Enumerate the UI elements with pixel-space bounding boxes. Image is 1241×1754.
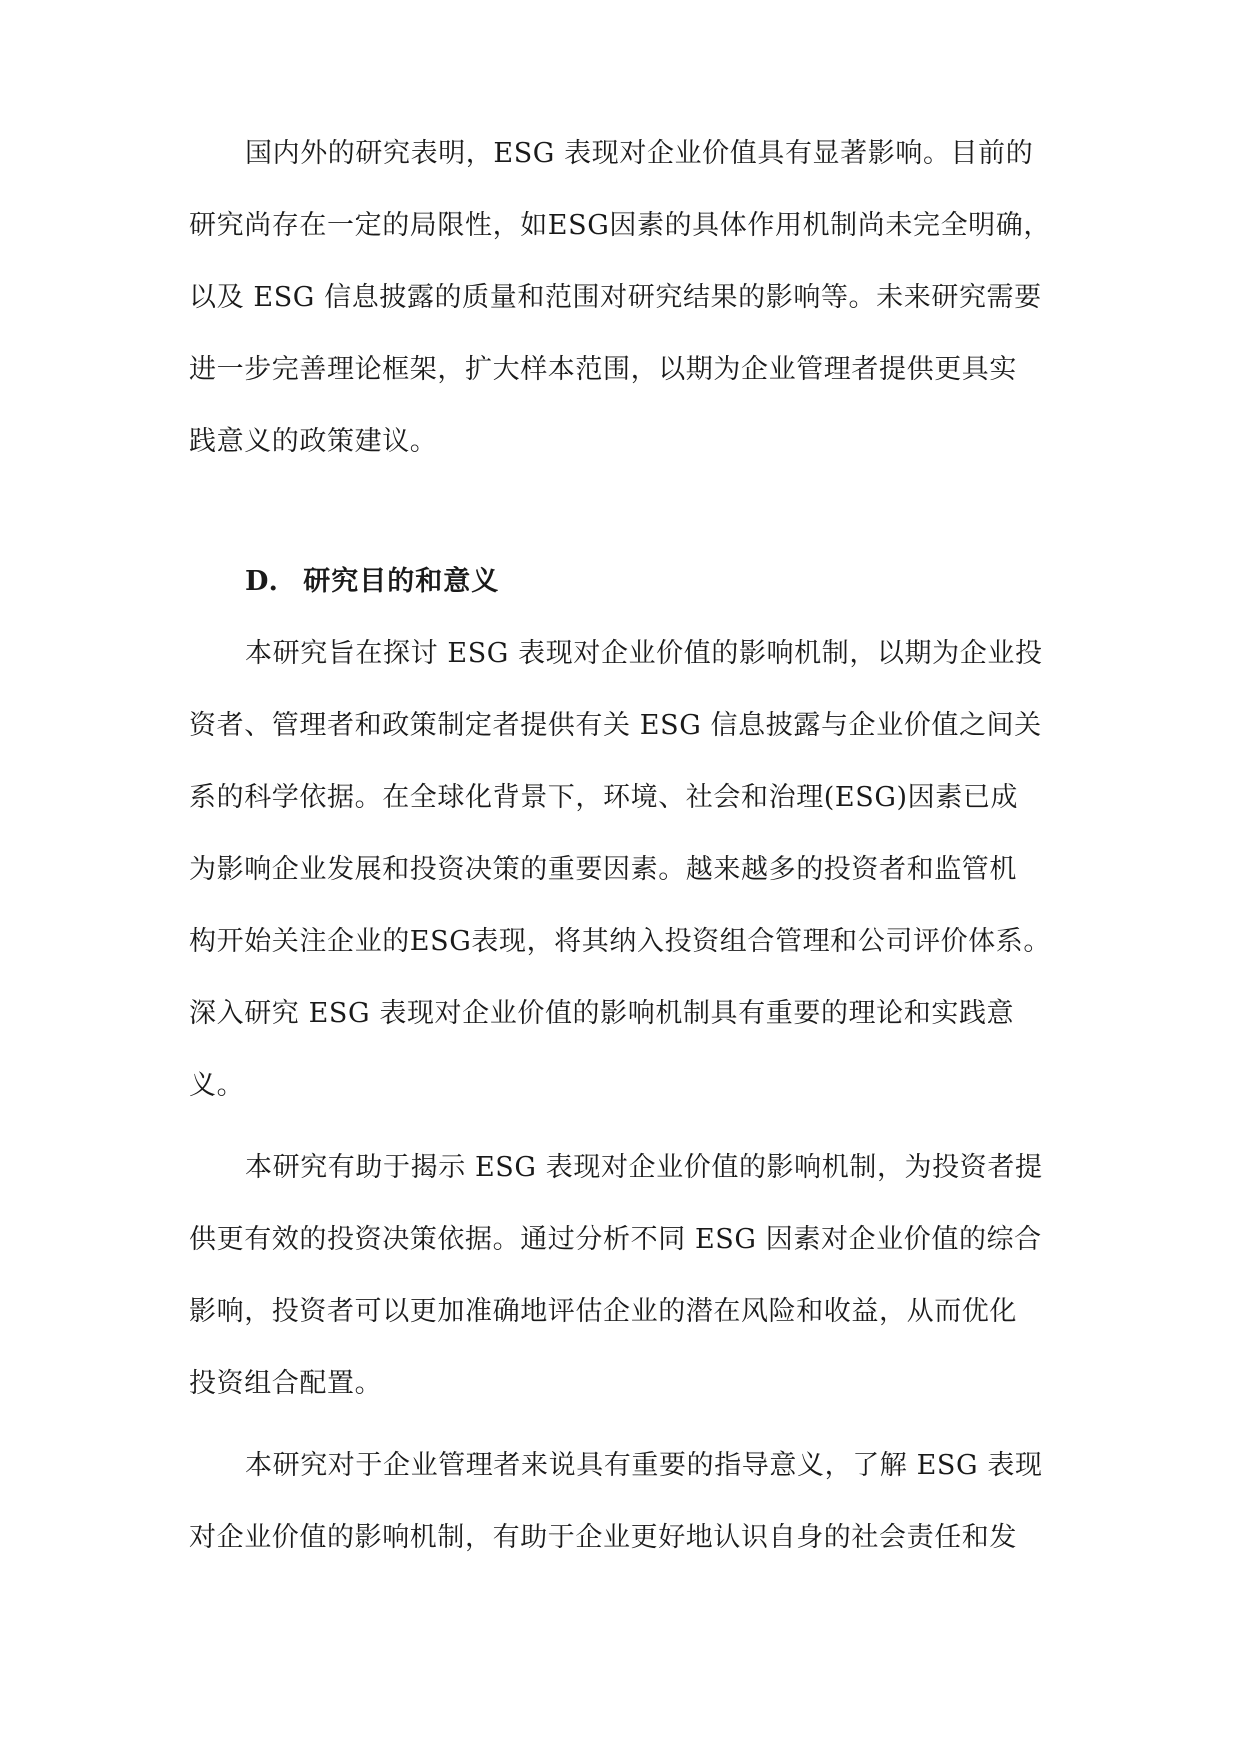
section-paragraph-1-line-2: 资者、管理者和政策制定者提供有关 ESG 信息披露与企业价值之间关 (189, 710, 1042, 741)
section-paragraph-1-line-5: 构开始关注企业的ESG表现，将其纳入投资组合管理和公司评价体系。 (189, 926, 1051, 957)
section-paragraph-2-line-4: 投资组合配置。 (189, 1368, 383, 1399)
paragraph-1-line-4: 进一步完善理论框架，扩大样本范围，以期为企业管理者提供更具实 (189, 354, 1017, 385)
paragraph-1-line-2: 研究尚存在一定的局限性，如ESG因素的具体作用机制尚未完全明确， (189, 210, 1051, 241)
section-paragraph-1-line-6: 深入研究 ESG 表现对企业价值的影响机制具有重要的理论和实践意 (189, 998, 1015, 1029)
section-paragraph-1-line-1: 本研究旨在探讨 ESG 表现对企业价值的影响机制，以期为企业投 (245, 638, 1043, 669)
section-paragraph-1-line-4: 为影响企业发展和投资决策的重要因素。越来越多的投资者和监管机 (189, 854, 1017, 885)
section-paragraph-1-line-3: 系的科学依据。在全球化背景下，环境、社会和治理(ESG)因素已成 (189, 782, 1019, 813)
section-heading-title: 研究目的和意义 (303, 566, 500, 597)
paragraph-1-line-1: 国内外的研究表明，ESG 表现对企业价值具有显著影响。目前的 (245, 138, 1034, 169)
section-paragraph-2-line-1: 本研究有助于揭示 ESG 表现对企业价值的影响机制，为投资者提 (245, 1152, 1043, 1183)
section-paragraph-2-line-2: 供更有效的投资决策依据。通过分析不同 ESG 因素对企业价值的综合 (189, 1224, 1042, 1255)
paragraph-1-line-3: 以及 ESG 信息披露的质量和范围对研究结果的影响等。未来研究需要 (189, 282, 1042, 313)
section-paragraph-3-line-2: 对企业价值的影响机制，有助于企业更好地认识自身的社会责任和发 (189, 1522, 1017, 1553)
section-paragraph-2-line-3: 影响，投资者可以更加准确地评估企业的潜在风险和收益，从而优化 (189, 1296, 1017, 1327)
section-paragraph-3-line-1: 本研究对于企业管理者来说具有重要的指导意义，了解 ESG 表现 (245, 1450, 1043, 1481)
section-heading-number: D. (245, 566, 279, 597)
paragraph-1-line-5: 践意义的政策建议。 (189, 426, 438, 457)
section-paragraph-1-line-7: 义。 (189, 1070, 245, 1101)
section-heading (245, 564, 499, 600)
